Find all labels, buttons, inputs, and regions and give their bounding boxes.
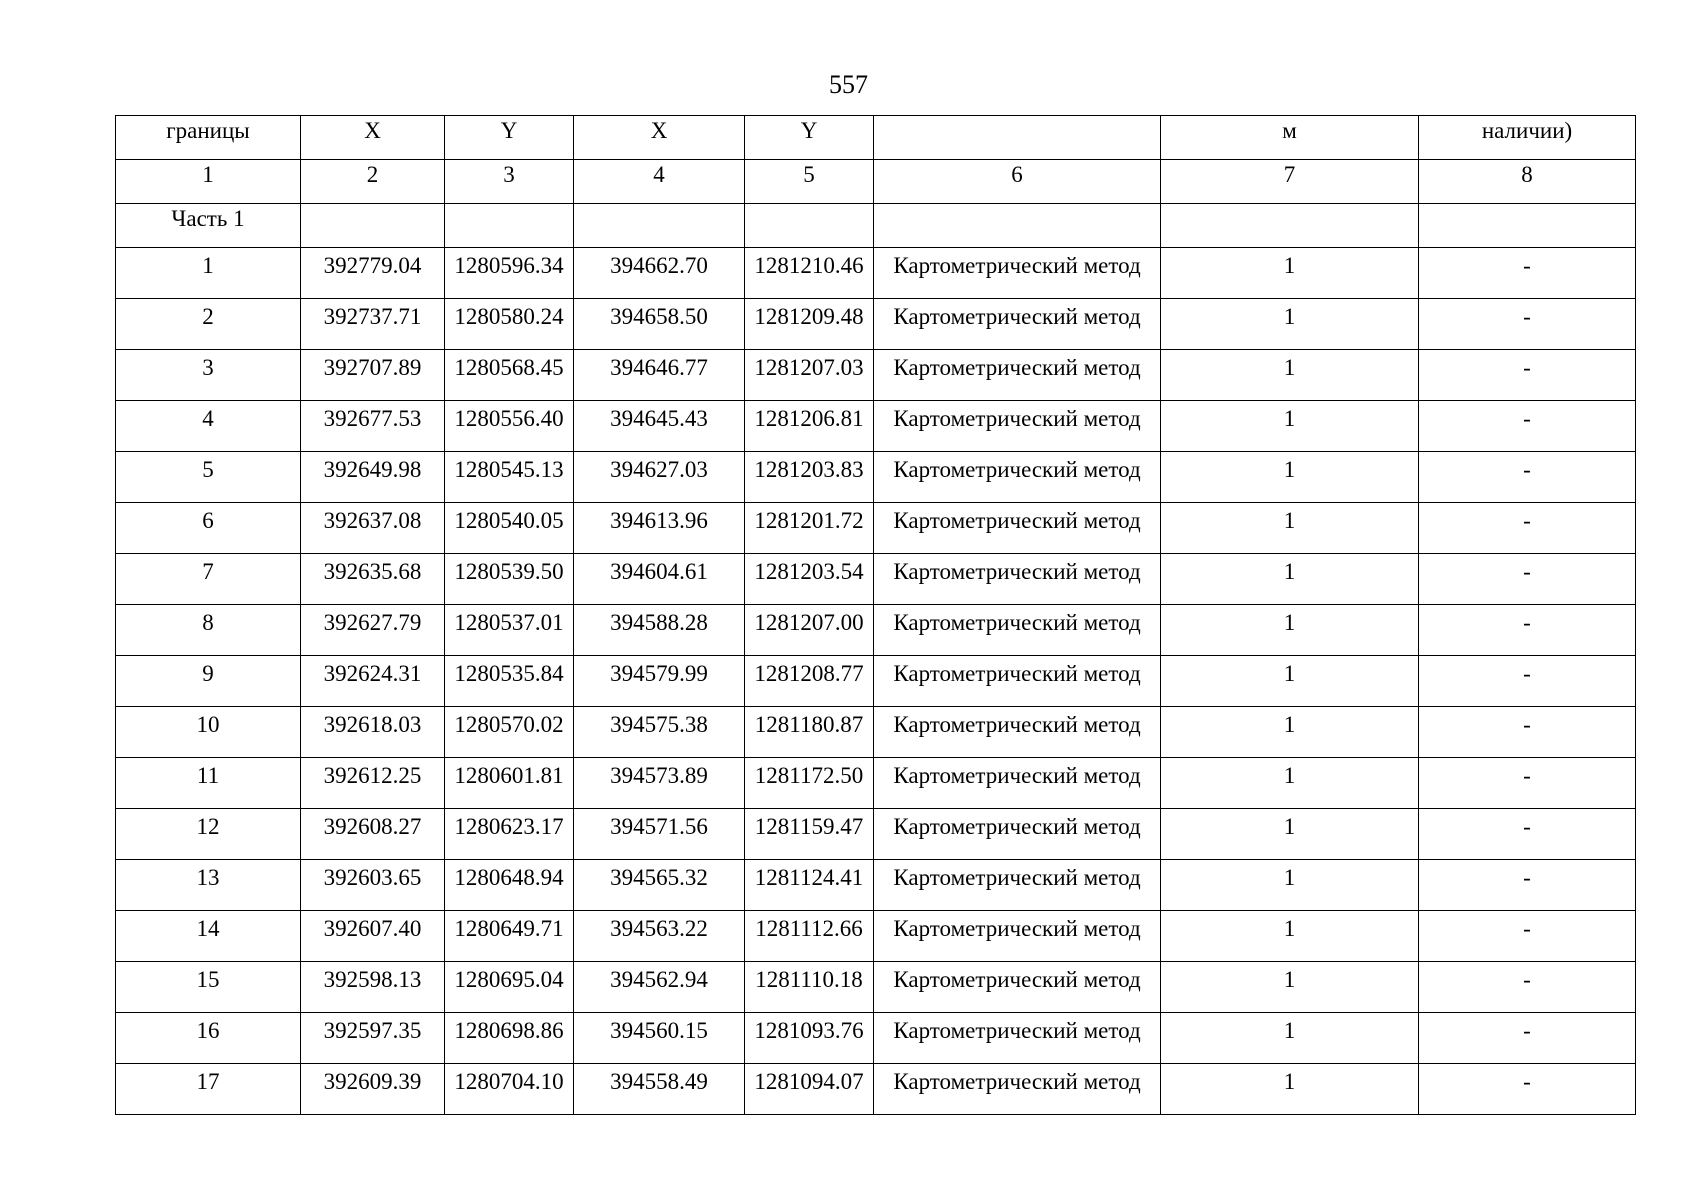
method-cell: Картометрический метод — [874, 1013, 1161, 1064]
empty-cell — [445, 204, 574, 248]
y-old-cell: 1280648.94 — [445, 860, 574, 911]
table-row — [116, 1013, 1636, 1064]
method-cell: Картометрический метод — [874, 248, 1161, 299]
empty-cell — [301, 204, 445, 248]
y-old-cell: 1280568.45 — [445, 350, 574, 401]
accuracy-cell: 1 — [1161, 401, 1419, 452]
accuracy-cell: 1 — [1161, 1013, 1419, 1064]
point-number-cell: 7 — [116, 554, 301, 605]
x-new-cell: 394658.50 — [574, 299, 745, 350]
table-row — [116, 860, 1636, 911]
method-cell: Картометрический метод — [874, 299, 1161, 350]
x-new-cell: 394613.96 — [574, 503, 745, 554]
note-cell: - — [1419, 554, 1636, 605]
point-number-cell: 4 — [116, 401, 301, 452]
point-number-cell: 13 — [116, 860, 301, 911]
header-cell: Y — [445, 116, 574, 160]
header-cell: м — [1161, 116, 1419, 160]
method-cell: Картометрический метод — [874, 707, 1161, 758]
table-row — [116, 350, 1636, 401]
accuracy-cell: 1 — [1161, 911, 1419, 962]
x-old-cell: 392707.89 — [301, 350, 445, 401]
empty-cell — [874, 204, 1161, 248]
y-old-cell: 1280545.13 — [445, 452, 574, 503]
table-row — [116, 758, 1636, 809]
empty-cell — [574, 204, 745, 248]
x-old-cell: 392635.68 — [301, 554, 445, 605]
x-old-cell: 392624.31 — [301, 656, 445, 707]
point-number-cell: 11 — [116, 758, 301, 809]
page-number: 557 — [829, 70, 868, 99]
part-row — [116, 204, 1636, 248]
table-row — [116, 1064, 1636, 1115]
header-row — [116, 116, 1636, 160]
y-new-cell: 1281159.47 — [745, 809, 874, 860]
header-cell: границы — [116, 116, 301, 160]
x-old-cell: 392627.79 — [301, 605, 445, 656]
note-cell: - — [1419, 503, 1636, 554]
y-new-cell: 1281206.81 — [745, 401, 874, 452]
table-row — [116, 248, 1636, 299]
y-old-cell: 1280623.17 — [445, 809, 574, 860]
x-new-cell: 394563.22 — [574, 911, 745, 962]
table-row — [116, 452, 1636, 503]
note-cell: - — [1419, 248, 1636, 299]
point-number-cell: 14 — [116, 911, 301, 962]
y-old-cell: 1280570.02 — [445, 707, 574, 758]
table-row — [116, 605, 1636, 656]
y-old-cell: 1280649.71 — [445, 911, 574, 962]
table-row — [116, 503, 1636, 554]
table-row — [116, 911, 1636, 962]
y-old-cell: 1280539.50 — [445, 554, 574, 605]
y-old-cell: 1280535.84 — [445, 656, 574, 707]
empty-cell — [1419, 204, 1636, 248]
point-number-cell: 6 — [116, 503, 301, 554]
point-number-cell: 15 — [116, 962, 301, 1013]
point-number-cell: 10 — [116, 707, 301, 758]
method-cell: Картометрический метод — [874, 554, 1161, 605]
x-new-cell: 394646.77 — [574, 350, 745, 401]
method-cell: Картометрический метод — [874, 962, 1161, 1013]
y-old-cell: 1280540.05 — [445, 503, 574, 554]
y-old-cell: 1280580.24 — [445, 299, 574, 350]
y-new-cell: 1281094.07 — [745, 1064, 874, 1115]
x-old-cell: 392608.27 — [301, 809, 445, 860]
y-new-cell: 1281209.48 — [745, 299, 874, 350]
column-number-cell: 5 — [745, 160, 874, 204]
table-row — [116, 401, 1636, 452]
y-new-cell: 1281208.77 — [745, 656, 874, 707]
y-new-cell: 1281207.00 — [745, 605, 874, 656]
method-cell: Картометрический метод — [874, 1064, 1161, 1115]
method-cell: Картометрический метод — [874, 605, 1161, 656]
accuracy-cell: 1 — [1161, 656, 1419, 707]
x-new-cell: 394588.28 — [574, 605, 745, 656]
method-cell: Картометрический метод — [874, 758, 1161, 809]
y-new-cell: 1281093.76 — [745, 1013, 874, 1064]
y-old-cell: 1280537.01 — [445, 605, 574, 656]
note-cell: - — [1419, 605, 1636, 656]
table-row — [116, 554, 1636, 605]
note-cell: - — [1419, 758, 1636, 809]
y-old-cell: 1280556.40 — [445, 401, 574, 452]
x-old-cell: 392618.03 — [301, 707, 445, 758]
point-number-cell: 5 — [116, 452, 301, 503]
accuracy-cell: 1 — [1161, 809, 1419, 860]
x-old-cell: 392607.40 — [301, 911, 445, 962]
method-cell: Картометрический метод — [874, 401, 1161, 452]
note-cell: - — [1419, 452, 1636, 503]
note-cell: - — [1419, 809, 1636, 860]
part-label: Часть 1 — [116, 204, 301, 248]
y-new-cell: 1281172.50 — [745, 758, 874, 809]
accuracy-cell: 1 — [1161, 962, 1419, 1013]
y-new-cell: 1281124.41 — [745, 860, 874, 911]
column-number-cell: 1 — [116, 160, 301, 204]
x-old-cell: 392779.04 — [301, 248, 445, 299]
point-number-cell: 17 — [116, 1064, 301, 1115]
point-number-cell: 12 — [116, 809, 301, 860]
column-number-cell: 3 — [445, 160, 574, 204]
x-old-cell: 392649.98 — [301, 452, 445, 503]
accuracy-cell: 1 — [1161, 758, 1419, 809]
y-old-cell: 1280596.34 — [445, 248, 574, 299]
table-row — [116, 809, 1636, 860]
x-new-cell: 394573.89 — [574, 758, 745, 809]
x-old-cell: 392598.13 — [301, 962, 445, 1013]
note-cell: - — [1419, 299, 1636, 350]
y-new-cell: 1281110.18 — [745, 962, 874, 1013]
accuracy-cell: 1 — [1161, 350, 1419, 401]
y-new-cell: 1281201.72 — [745, 503, 874, 554]
header-cell: наличии) — [1419, 116, 1636, 160]
point-number-cell: 3 — [116, 350, 301, 401]
accuracy-cell: 1 — [1161, 605, 1419, 656]
y-new-cell: 1281180.87 — [745, 707, 874, 758]
table-row — [116, 656, 1636, 707]
header-cell: Y — [745, 116, 874, 160]
x-old-cell: 392612.25 — [301, 758, 445, 809]
column-number-cell: 4 — [574, 160, 745, 204]
column-number-cell: 7 — [1161, 160, 1419, 204]
method-cell: Картометрический метод — [874, 656, 1161, 707]
point-number-cell: 8 — [116, 605, 301, 656]
note-cell: - — [1419, 962, 1636, 1013]
header-cell — [874, 116, 1161, 160]
point-number-cell: 16 — [116, 1013, 301, 1064]
table-row — [116, 707, 1636, 758]
x-new-cell: 394558.49 — [574, 1064, 745, 1115]
method-cell: Картометрический метод — [874, 503, 1161, 554]
empty-cell — [745, 204, 874, 248]
column-number-cell: 6 — [874, 160, 1161, 204]
accuracy-cell: 1 — [1161, 707, 1419, 758]
column-number-row — [116, 160, 1636, 204]
column-number-cell: 2 — [301, 160, 445, 204]
x-old-cell: 392603.65 — [301, 860, 445, 911]
x-old-cell: 392637.08 — [301, 503, 445, 554]
accuracy-cell: 1 — [1161, 503, 1419, 554]
accuracy-cell: 1 — [1161, 860, 1419, 911]
x-new-cell: 394565.32 — [574, 860, 745, 911]
y-old-cell: 1280601.81 — [445, 758, 574, 809]
note-cell: - — [1419, 1013, 1636, 1064]
accuracy-cell: 1 — [1161, 554, 1419, 605]
note-cell: - — [1419, 911, 1636, 962]
note-cell: - — [1419, 1064, 1636, 1115]
x-new-cell: 394662.70 — [574, 248, 745, 299]
table-row — [116, 299, 1636, 350]
x-new-cell: 394579.99 — [574, 656, 745, 707]
header-cell: X — [301, 116, 445, 160]
x-old-cell: 392597.35 — [301, 1013, 445, 1064]
table-row — [116, 962, 1636, 1013]
empty-cell — [1161, 204, 1419, 248]
y-old-cell: 1280698.86 — [445, 1013, 574, 1064]
method-cell: Картометрический метод — [874, 452, 1161, 503]
note-cell: - — [1419, 707, 1636, 758]
coordinates-table — [115, 115, 1636, 1115]
y-new-cell: 1281112.66 — [745, 911, 874, 962]
accuracy-cell: 1 — [1161, 299, 1419, 350]
note-cell: - — [1419, 860, 1636, 911]
y-new-cell: 1281207.03 — [745, 350, 874, 401]
header-cell: X — [574, 116, 745, 160]
method-cell: Картометрический метод — [874, 350, 1161, 401]
column-number-cell: 8 — [1419, 160, 1636, 204]
y-new-cell: 1281203.83 — [745, 452, 874, 503]
y-old-cell: 1280704.10 — [445, 1064, 574, 1115]
y-new-cell: 1281210.46 — [745, 248, 874, 299]
x-new-cell: 394575.38 — [574, 707, 745, 758]
note-cell: - — [1419, 656, 1636, 707]
x-new-cell: 394571.56 — [574, 809, 745, 860]
method-cell: Картометрический метод — [874, 911, 1161, 962]
accuracy-cell: 1 — [1161, 248, 1419, 299]
note-cell: - — [1419, 401, 1636, 452]
method-cell: Картометрический метод — [874, 860, 1161, 911]
y-new-cell: 1281203.54 — [745, 554, 874, 605]
x-new-cell: 394627.03 — [574, 452, 745, 503]
x-old-cell: 392737.71 — [301, 299, 445, 350]
accuracy-cell: 1 — [1161, 1064, 1419, 1115]
point-number-cell: 2 — [116, 299, 301, 350]
x-new-cell: 394604.61 — [574, 554, 745, 605]
y-old-cell: 1280695.04 — [445, 962, 574, 1013]
x-old-cell: 392677.53 — [301, 401, 445, 452]
x-new-cell: 394562.94 — [574, 962, 745, 1013]
x-new-cell: 394645.43 — [574, 401, 745, 452]
method-cell: Картометрический метод — [874, 809, 1161, 860]
x-new-cell: 394560.15 — [574, 1013, 745, 1064]
point-number-cell: 9 — [116, 656, 301, 707]
x-old-cell: 392609.39 — [301, 1064, 445, 1115]
point-number-cell: 1 — [116, 248, 301, 299]
note-cell: - — [1419, 350, 1636, 401]
accuracy-cell: 1 — [1161, 452, 1419, 503]
